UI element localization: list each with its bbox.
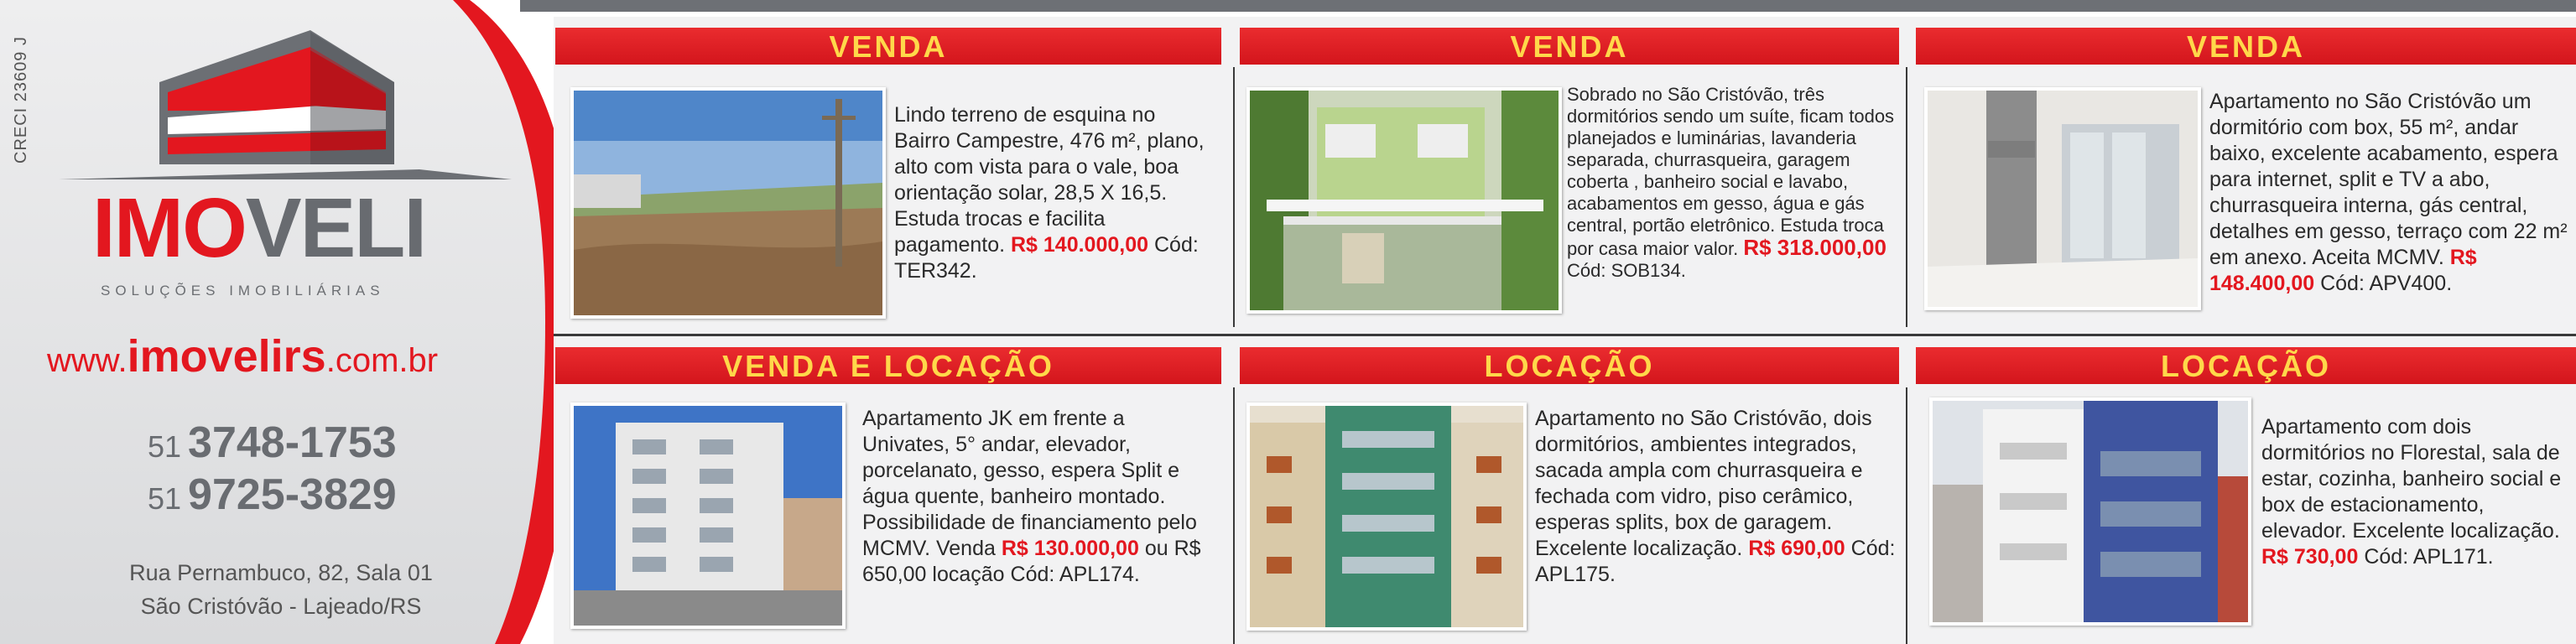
listing-text: Sobrado no São Cristóvão, três dormitórios sendo um suíte, ficam todos planejados e luminárias, lavanderia separada, churrasqueira, garagem coberta , banheiro social e lavabo, acabamentos em gesso, água e gás central, portão eletrônico. Estuda troca por casa maior valor. (1567, 84, 1895, 259)
column-divider (1906, 67, 1907, 327)
brand-tagline: SOLUÇÕES IMOBILIÁRIAS (101, 283, 385, 299)
listing-code: Cód: APL174. (1010, 563, 1140, 586)
listing-code: Cód: SOB134. (1567, 260, 1686, 281)
listing-header: VENDA (1916, 28, 2576, 65)
listing-code: Cód: APL171. (2364, 545, 2494, 569)
address-line-2: São Cristóvão - Lajeado/RS (140, 594, 422, 619)
listing-description (1535, 406, 1899, 588)
column-divider (1233, 67, 1235, 327)
brand-name-grey: VELI (245, 181, 426, 275)
phone-area-code: 51 (148, 481, 182, 516)
listing-price: R$ 148.400,00 (2209, 246, 2477, 295)
phone-area-code: 51 (148, 429, 182, 464)
listing-photo[interactable] (1924, 87, 2201, 310)
listing-extra: ou R$ 650,00 locação (862, 537, 1201, 586)
listing-photo[interactable] (570, 87, 886, 319)
listing-photo[interactable] (570, 402, 846, 629)
apartment-building-photo-icon (1250, 406, 1523, 627)
listing-description (862, 406, 1215, 588)
listing-price: R$ 730,00 (2261, 545, 2359, 569)
listing-header: VENDA (1240, 28, 1899, 65)
website-prefix: www. (47, 342, 127, 379)
apartment-interior-photo-icon (1928, 91, 2198, 307)
house-photo-icon (1250, 91, 1559, 310)
listing-description (2261, 414, 2573, 570)
website-link[interactable] (47, 330, 438, 382)
phone-number-2[interactable] (148, 470, 397, 520)
address-line-1: Rua Pernambuco, 82, Sala 01 (129, 560, 433, 585)
listing-header: VENDA E LOCAÇÃO (555, 347, 1221, 384)
listing-text: Apartamento JK em frente a Univates, 5° andar, elevador, porcelanato, gesso, espera Split e água quente, banheiro montado. Possibilidade de financiamento pelo MCMV. Venda (862, 407, 1197, 560)
column-divider (1906, 387, 1907, 644)
phone-digits: 3748-1753 (188, 418, 397, 467)
listing-price: R$ 318.000,00 (1743, 235, 1886, 260)
building-logo-icon (59, 23, 512, 191)
listing-text: Apartamento com dois dormitórios no Florestal, sala de estar, cozinha, banheiro social e box de estacionamento, elevador. Excelente localização. (2261, 415, 2562, 543)
brand-wordmark (92, 181, 426, 275)
listing-text: Apartamento no São Cristóvão, dois dormitórios, ambientes integrados, sacada ampla com churrasqueira e fechada com vidro, piso cerâmico, esperas splits, box de garagem. Excelente localização. (1535, 407, 1872, 560)
listing-header: LOCAÇÃO (1240, 347, 1899, 384)
listing-header: VENDA (555, 28, 1221, 65)
brand-name-red: IMO (92, 181, 246, 275)
apartment-building-photo-icon (574, 406, 842, 626)
listing-description (2209, 89, 2572, 297)
listing-code: Cód: APV400. (2320, 272, 2453, 295)
listing-description (1567, 84, 1906, 282)
column-divider (1233, 387, 1235, 644)
listing-text: Lindo terreno de esquina no Bairro Campestre, 476 m², plano, alto com vista para o vale, boa orientação solar, 28,5 X 16,5. Estuda trocas e facilita pagamento. (894, 103, 1205, 257)
listing-photo[interactable] (1929, 397, 2251, 626)
land-photo-icon (574, 91, 882, 315)
listing-code: Cód: TER342. (894, 233, 1199, 283)
website-main: imovelirs (127, 331, 326, 382)
website-suffix: .com.br (325, 342, 439, 379)
listing-header: LOCAÇÃO (1916, 347, 2576, 384)
listing-text: Apartamento no São Cristóvão um dormitório com box, 55 m², andar baixo, excelente acabamento, espera para internet, split e TV a abo, churrasqueira interna, gás central, detalhes em gesso, terraço com 22 m² em anexo. Aceita MCMV. (2209, 90, 2568, 269)
listing-description (894, 102, 1213, 284)
listing-price: R$ 690,00 (1748, 537, 1845, 560)
top-bar (520, 0, 2576, 12)
apartment-building-photo-icon (1933, 401, 2248, 622)
phone-number-1[interactable] (148, 418, 397, 468)
brand-panel (0, 0, 587, 644)
row-divider (554, 334, 2576, 336)
listing-photo[interactable] (1246, 87, 1562, 314)
phone-digits: 9725-3829 (188, 470, 397, 519)
listing-price: R$ 140.000,00 (1011, 233, 1149, 257)
listing-photo[interactable] (1246, 402, 1527, 631)
listing-price: R$ 130.000,00 (1001, 537, 1139, 560)
creci-registration: CRECI 23609 J (12, 36, 30, 164)
listing-code: Cód: APL175. (1535, 537, 1896, 586)
